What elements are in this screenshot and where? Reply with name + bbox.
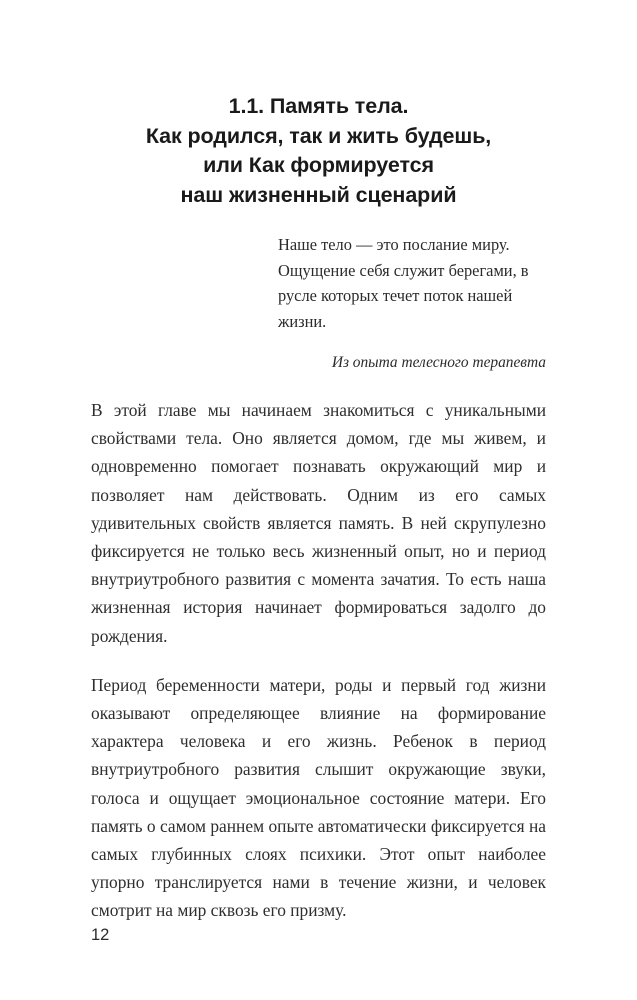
page-number: 12 <box>91 926 110 944</box>
epigraph-block <box>278 232 546 374</box>
chapter-heading-line-2: Как родился, так и жить будешь, <box>145 123 492 148</box>
epigraph-attribution: Из опыта телесного терапевта <box>331 354 546 372</box>
body-paragraph-1: В этой главе мы начинаем знакомиться с уникальными свойствами тела. Оно является домом, где мы живем, и одновременно помогает познавать окружающий мир и позволяет нам действовать. Одним из его самых удивительных свойств является память. В ней скрупулезно фиксируется не только весь жизненный опыт, но и период внутриутробного развития с момента зачатия. То есть наша жизненная история начинает формироваться задолго до рождения. <box>91 400 546 646</box>
epigraph-quote: Наше тело — это послание миру. Ощущение себя служит берегами, в русле которых течет поток нашей жизни. <box>278 235 529 331</box>
chapter-heading-line-4: наш жизненный сценарий <box>180 182 457 207</box>
body-text <box>91 396 546 925</box>
chapter-heading-line-1: 1.1. Память тела. <box>228 94 409 119</box>
chapter-heading <box>91 92 546 210</box>
chapter-heading-line-3: или Как формируется <box>203 153 434 178</box>
body-paragraph-2: Период беременности матери, роды и первый год жизни оказывают определяющее влияние на формирование характера человека и его жизнь. Ребенок в период внутриутробного развития слышит окружающие звуки, голоса и ощущает эмоциональное состояние матери. Его память о самом раннем опыте автоматически фиксируется на самых глубинных слоях психики. Этот опыт наиболее упорно транслируется нами в течение жизни, и человек смотрит на мир сквозь его призму. <box>91 674 546 921</box>
